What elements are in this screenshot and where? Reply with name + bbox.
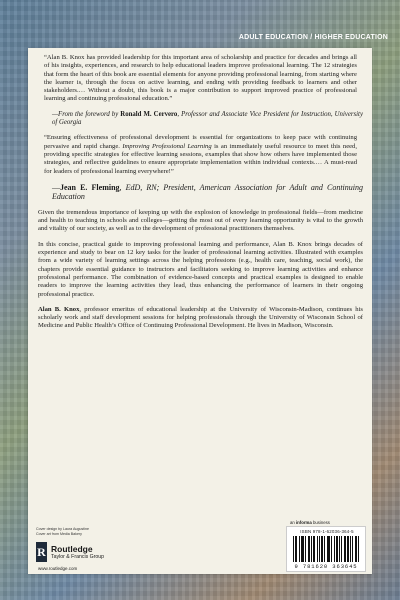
cover-design-credit: Cover design by Laura Augustine <box>36 527 89 531</box>
quote-text-before: “Ensuring effectiveness of professional development is essential for organizations to keep pace with continuing pervasive and rapid change. <box>44 134 357 150</box>
publisher-text <box>51 545 104 560</box>
attribution-prefix: — <box>52 182 60 192</box>
text-area <box>38 54 363 338</box>
attribution-cervero <box>38 111 363 128</box>
attribution-fleming <box>38 183 363 202</box>
quote-text-after: is an immediately useful resource to meet this need, providing specific strategies for effective learning sessions, examples that show how others have implemented those strategies, and reflective guidelines to ensure appropriate implementation within individual contexts.… A must-read for leaders of professional learning everywhere!” <box>44 142 357 175</box>
attribution-role: , EdD, RN; President, American Association for Adult and Continuing Education <box>52 182 363 202</box>
attribution-name: Jean E. Fleming <box>60 182 120 192</box>
informa-business <box>290 520 330 525</box>
quote-fleming <box>38 134 363 175</box>
publisher-group: Taylor & Francis Group <box>51 553 105 560</box>
publisher-block <box>36 542 104 562</box>
book-title-italic: Improving Professional Learning <box>122 142 212 150</box>
attribution-prefix: —From the foreword by <box>52 110 121 118</box>
quote-cervero: “Alan B. Knox has provided leadership for this important area of scholarship and practice for decades and brings all of his insights, experiences, and research to help educational leaders improve professional learning. The 12 strategies that form the heart of this book are essential elements for anyone providing professional learning, from starting where the learner is, through the focus on active learning, and ending with providing feedback to learners and other stakeholders.… Without a doubt, this book is a major contribution to support improved practice of professional learning and continuing professional education.” <box>44 54 357 103</box>
attribution-role: , Professor and Associate Vice President for Instruction, University of Georgia <box>52 110 363 127</box>
author-bio <box>38 306 363 331</box>
informa-suffix: business <box>311 520 330 525</box>
text-panel <box>28 48 372 574</box>
publisher-name: Routledge <box>51 543 93 554</box>
informa-prefix: an <box>290 520 296 525</box>
barcode-block <box>286 526 366 572</box>
cover-credits <box>36 527 89 537</box>
attribution-name: Ronald M. Cervero <box>120 110 178 118</box>
barcode-digits: 9 781620 363645 <box>294 563 358 570</box>
informa-bold: informa <box>295 520 312 525</box>
barcode-icon <box>293 536 359 562</box>
author-name: Alan B. Knox <box>38 305 80 313</box>
publisher-url: www.routledge.com <box>38 566 78 571</box>
author-bio-text: , professor emeritus of educational leadership at the University of Wisconsin-Madison, continues his scholarly work and staff development sessions for helping professionals through the University of Wisconsin School of Medicine and Public Health’s Office of Continuing Professional Development. He lives in Madison, Wisconsin. <box>38 305 363 330</box>
description-paragraph-1: Given the tremendous importance of keeping up with the explosion of knowledge in professional fields—from medicine and health to teaching in schools and colleges—getting the most out of every learning opportunity is vital to the growth and vitality of our society, as well as to the development of professional practitioners themselves. <box>38 208 363 233</box>
isbn-label: ISBN 978-1-62036-364-5 <box>300 529 354 534</box>
cover-art-credit: Cover art from Media Bakery <box>36 531 82 536</box>
category-label: ADULT EDUCATION / HIGHER EDUCATION <box>238 34 388 41</box>
routledge-logo-icon: R <box>36 542 47 562</box>
description-paragraph-2: In this concise, practical guide to improving professional learning and performance, Alan B. Knox brings decades of experience and study to bear on 12 key tasks for the leader of professional learning activities. Illustrated with examples from a wide variety of learning settings across the helping professions (e.g., health care, teaching, social work), the chapters provide essential guidance to instructors and facilitators seeking to improve learning activities and enhance professional performance. The combination of evidence-based concepts and practical examples is designed to enable readers to improve the learning activities they lead, thus enhancing the performance of learners in their ongoing professional practice. <box>38 240 363 298</box>
